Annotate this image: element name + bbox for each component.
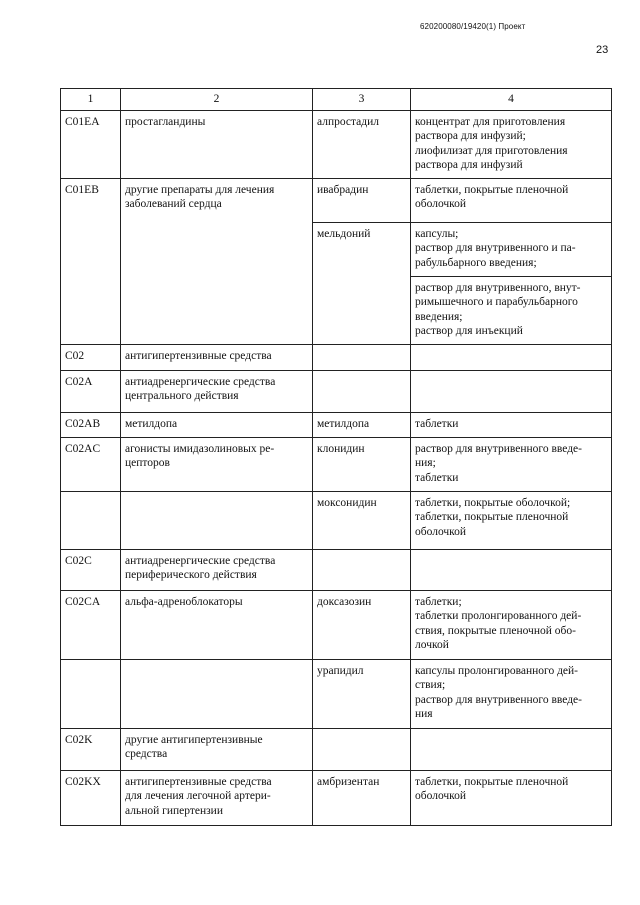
group-name: агонисты имидазолиновых ре- цепторов (121, 438, 313, 492)
empty-cell (121, 492, 313, 550)
table-row (61, 438, 612, 492)
substance-name: мельдоний (313, 223, 411, 345)
group-name: антигипертензивные средства для лечения легочной артери- альной гипертензии (121, 771, 313, 826)
empty-cell (411, 550, 612, 591)
empty-cell (313, 345, 411, 371)
substance-name: доксазозин (313, 591, 411, 660)
dosage-form: таблетки, покрытые пленочной оболочкой (411, 771, 612, 826)
column-header: 4 (411, 89, 612, 111)
group-name: метилдопа (121, 413, 313, 438)
atc-code: C02KX (61, 771, 121, 826)
dosage-form: концентрат для приготовления раствора для инфузий; лиофилизат для приготовления раствора для инфузий (411, 111, 612, 179)
table-row (61, 660, 612, 729)
page-number: 23 (596, 44, 609, 56)
atc-code: C02 (61, 345, 121, 371)
table-row (61, 591, 612, 660)
dosage-form: раствор для внутривенного введе- ния; таблетки (411, 438, 612, 492)
table-row (61, 345, 612, 371)
document-id: 620200080/19420(1) Проект (420, 22, 526, 31)
dosage-form: таблетки, покрытые оболочкой; таблетки, покрытые пленочной оболочкой (411, 492, 612, 550)
dosage-form: таблетки; таблетки пролонгированного дей- ствия, покрытые пленочной обо- лочкой (411, 591, 612, 660)
table-row (61, 111, 612, 179)
dosage-form: раствор для внутривенного, внут- римышечного и парабульбарного введения; раствор для инъекций (411, 277, 612, 345)
dosage-form: таблетки, покрытые пленочной оболочкой (411, 179, 612, 223)
empty-cell (313, 729, 411, 771)
empty-cell (61, 492, 121, 550)
atc-code: C02AC (61, 438, 121, 492)
dosage-form: капсулы; раствор для внутривенного и па- рабульбарного введения; (411, 223, 612, 277)
group-name: альфа-адреноблокаторы (121, 591, 313, 660)
atc-code: C01EB (61, 179, 121, 345)
table-row (61, 371, 612, 413)
substance-name: ивабрадин (313, 179, 411, 223)
atc-code: C02CA (61, 591, 121, 660)
substance-name: амбризентан (313, 771, 411, 826)
column-header: 1 (61, 89, 121, 111)
table-row (61, 179, 612, 223)
group-name: антиадренергические средства центрального действия (121, 371, 313, 413)
table-row (61, 771, 612, 826)
column-header: 2 (121, 89, 313, 111)
empty-cell (411, 345, 612, 371)
group-name: другие антигипертензивные средства (121, 729, 313, 771)
group-name: другие препараты для лечения заболеваний сердца (121, 179, 313, 345)
table-row (61, 729, 612, 771)
empty-cell (313, 371, 411, 413)
substance-name: клонидин (313, 438, 411, 492)
empty-cell (411, 371, 612, 413)
atc-code: C02K (61, 729, 121, 771)
drug-table (60, 88, 612, 826)
group-name: антигипертензивные средства (121, 345, 313, 371)
table-header-row (61, 89, 612, 111)
atc-code: C02AB (61, 413, 121, 438)
group-name: антиадренергические средства периферического действия (121, 550, 313, 591)
atc-code: C02A (61, 371, 121, 413)
empty-cell (121, 660, 313, 729)
substance-name: алпростадил (313, 111, 411, 179)
empty-cell (313, 550, 411, 591)
dosage-form: таблетки (411, 413, 612, 438)
substance-name: моксонидин (313, 492, 411, 550)
substance-name: урапидил (313, 660, 411, 729)
table-row (61, 550, 612, 591)
group-name: простагландины (121, 111, 313, 179)
column-header: 3 (313, 89, 411, 111)
empty-cell (411, 729, 612, 771)
atc-code: C02C (61, 550, 121, 591)
substance-name: метилдопа (313, 413, 411, 438)
empty-cell (61, 660, 121, 729)
table-row (61, 413, 612, 438)
atc-code: C01EA (61, 111, 121, 179)
table-row (61, 492, 612, 550)
dosage-form: капсулы пролонгированного дей- ствия; раствор для внутривенного введе- ния (411, 660, 612, 729)
